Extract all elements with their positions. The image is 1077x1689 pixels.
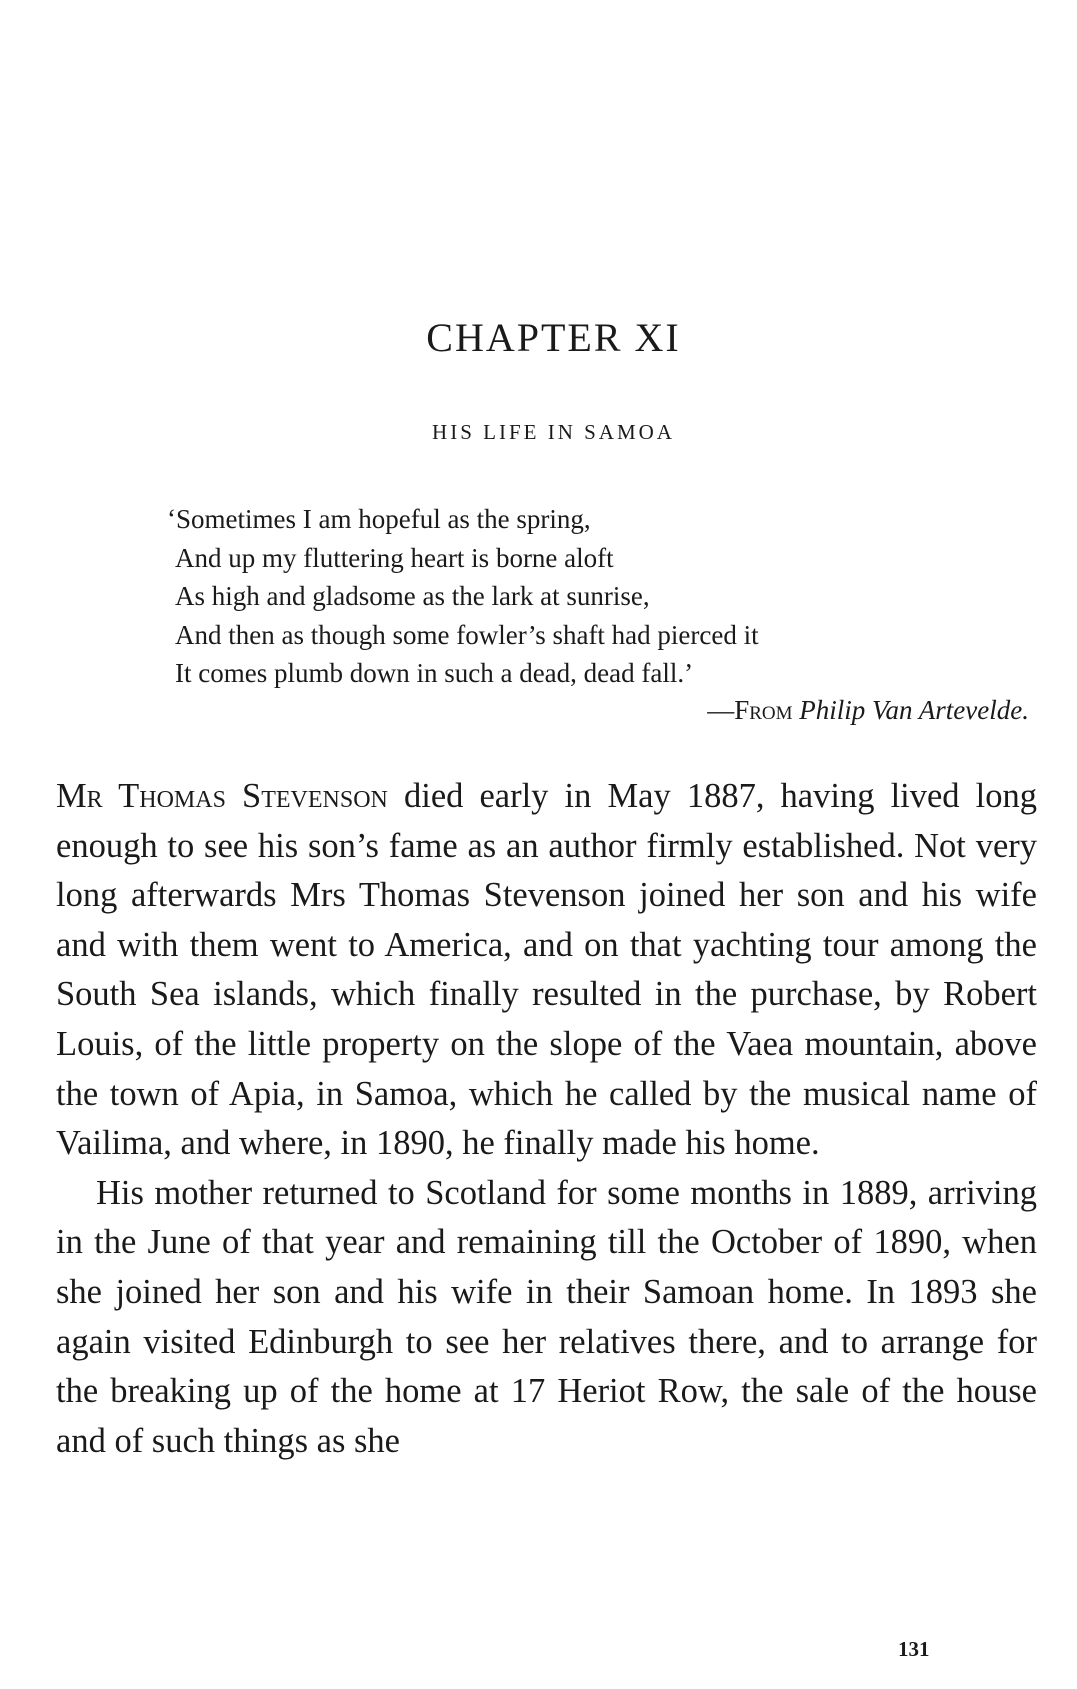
chapter-subtitle: HIS LIFE IN SAMOA <box>432 420 675 444</box>
epigraph-line: And up my fluttering heart is borne aloft <box>175 542 614 573</box>
epigraph-line: As high and gladsome as the lark at sunrise, <box>175 581 650 611</box>
body-text <box>56 772 1037 1466</box>
chapter-title: CHAPTER XI <box>426 315 681 360</box>
epigraph <box>167 500 1035 693</box>
attribution-prefix: —From <box>707 695 793 725</box>
page-number: 131 <box>898 1637 930 1661</box>
epigraph-attribution <box>707 695 1029 726</box>
attribution-work: Philip Van Artevelde. <box>799 695 1029 725</box>
paragraph-lead-name: Mr Thomas Stevenson <box>56 777 388 815</box>
paragraph-text: died early in May 1887, having lived long enough to see his son’s fame as an author firmly established. Not very long afterwards Mrs Thomas Stevenson joined her son and his wife and with them went to America, and on that yachting tour among the South Sea islands, which finally resulted in the purchase, by Robert Louis, of the little property on the slope of the Vaea mountain, above the town of Apia, in Samoa, which he called by the musical name of Vailima, and where, in 1890, he finally made his home. <box>56 777 1037 1163</box>
paragraph <box>56 772 1037 1169</box>
epigraph-line: And then as though some fowler’s shaft had pierced it <box>175 619 759 650</box>
paragraph: His mother returned to Scotland for some months in 1889, arriving in the June of that year and remaining till the October of 1890, when she joined her son and his wife in their Samoan home. In 1893 she again visited Edinburgh to see her relatives there, and to arrange for the breaking up of the home at 17 Heriot Row, the sale of the house and of such things as she <box>56 1173 1037 1460</box>
epigraph-line: It comes plumb down in such a dead, dead fall.’ <box>175 658 694 688</box>
epigraph-line: ‘Sometimes I am hopeful as the spring, <box>167 504 591 534</box>
